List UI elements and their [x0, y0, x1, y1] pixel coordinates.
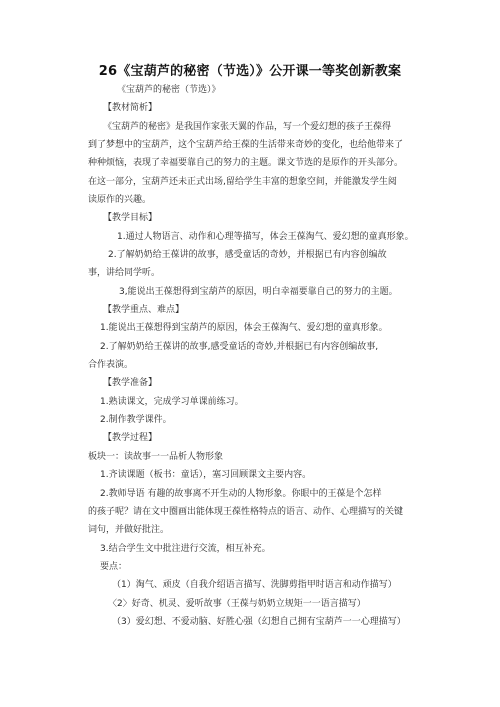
- text-line: 2.教师导语 有趣的故事离不开生动的人物形象。你眼中的王葆是个怎样: [100, 489, 382, 499]
- text-line: 《宝葫芦的秘密》是我国作家张天翼的作品，写一个爱幻想的孩子王葆得: [103, 122, 392, 132]
- list-item: （1）淘气、顽皮（自我介绍语言描写、洗脚剪指甲时语言和动作描写）: [112, 580, 397, 590]
- text-line: 到了梦想中的宝葫芦，这个宝葫芦给王葆的生活带来奇妙的变化，也给他带来了: [88, 140, 404, 150]
- text-line: 2.了解奶奶给王葆讲的故事，感受童话的奇妙，并根据已有内容创编故: [108, 250, 387, 260]
- list-item: （3）爱幻想、不爱动脑、好胜心强（幻想自己拥有宝葫芦一一心理描写）: [112, 617, 406, 627]
- text-line: 3,能说出王葆想得到宝葫芦的原因，明白幸福要靠自己的努力的主题。: [119, 287, 398, 297]
- text-line: 2.了解奶奶给王葆讲的故事,感受童话的奇妙,并根据已有内容创编故事,: [100, 342, 379, 352]
- text-line: 在这一部分，宝葫芦还未正式出场,留给学生丰富的想象空间，并能激发学生阅: [88, 177, 397, 187]
- text-line: 事，讲给同学听。: [88, 268, 161, 278]
- text-line: 要点：: [100, 562, 128, 572]
- text-line: 合作表演。: [88, 360, 134, 370]
- text-line: 1.能说出王葆想得到宝葫芦的原因，体会王葆淘气、爱幻想的童真形象。: [100, 323, 388, 333]
- text-line: 板块一：读故事一一品析人物形象: [88, 452, 224, 462]
- text-line: 1.熟读课文，完成学习单课前练习。: [100, 397, 244, 407]
- section-heading: 【教学目标】: [103, 213, 158, 223]
- list-item: 〈2〉好奇、机灵、爱听故事（王葆与奶奶立规矩一一语言描写）: [108, 599, 366, 609]
- text-line: 词句，并做好批注。: [88, 525, 170, 535]
- text-line: 读原作的兴趣。: [88, 195, 152, 205]
- section-heading: 【教材简析】: [103, 103, 158, 113]
- text-line: 的孩子呢？请在文中圈画出能体现王葆性格特点的语言、动作、心理描写的关键: [88, 507, 404, 517]
- section-heading: 【教学准备】: [103, 378, 158, 388]
- text-line: 1.齐读课题（板书：童话），塞习回顾课文主要内容。: [100, 470, 312, 480]
- section-heading: 【教学过程】: [103, 433, 158, 443]
- section-heading: 【教学重点、难点】: [103, 305, 185, 315]
- text-line: 种种烦恼，表现了幸福要靠自己的努力的主题。课文节选的是原作的开头部分。: [88, 158, 404, 168]
- text-line: 《宝葫芦的秘密（节选）》: [117, 85, 221, 95]
- text-line: 1.通过人物语言、动作和心理等描写，体会王葆淘气、爱幻想的童真形象。: [117, 232, 414, 242]
- text-line: 3.结合学生文中批注进行交流，相互补充。: [100, 544, 271, 554]
- page-title: 26《宝葫芦的秘密（节选）》公开课一等奖创新教案: [98, 64, 402, 79]
- text-line: 2.制作教学课件。: [100, 415, 172, 425]
